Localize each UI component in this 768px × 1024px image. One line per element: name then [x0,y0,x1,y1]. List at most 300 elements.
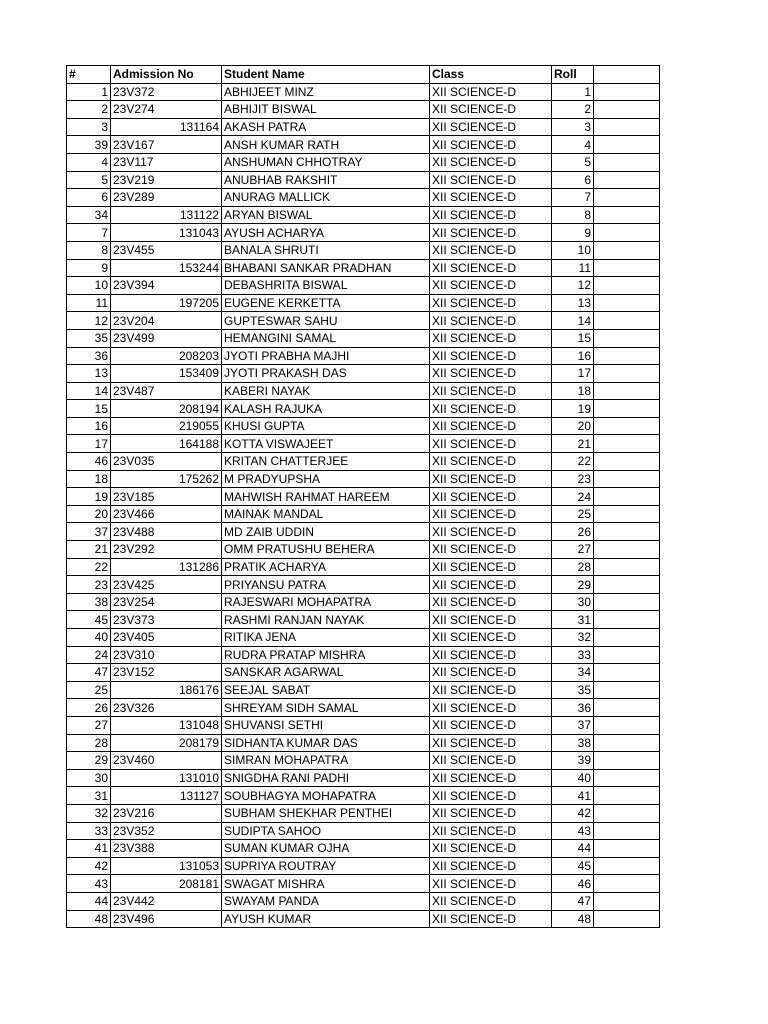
cell-roll: 14 [552,312,594,330]
cell-student-name: SIDHANTA KUMAR DAS [222,734,430,752]
table-row [67,241,660,259]
cell-student-name: KHUSI GUPTA [222,417,430,435]
cell-class: XII SCIENCE-D [430,804,552,822]
cell-roll: 47 [552,892,594,910]
cell-student-name: SUPRIYA ROUTRAY [222,857,430,875]
cell-serial-number: 10 [67,277,111,295]
cell-admission-no: 131043 [111,224,222,242]
cell-class: XII SCIENCE-D [430,259,552,277]
cell-class: XII SCIENCE-D [430,576,552,594]
cell-roll: 38 [552,734,594,752]
cell-class: XII SCIENCE-D [430,382,552,400]
cell-admission-no: 131122 [111,206,222,224]
cell-roll: 25 [552,505,594,523]
cell-admission-no: 23V372 [111,83,222,101]
cell-roll: 28 [552,558,594,576]
cell-class: XII SCIENCE-D [430,734,552,752]
table-row [67,206,660,224]
cell-empty [594,171,660,189]
table-row [67,171,660,189]
table-row [67,716,660,734]
table-row [67,365,660,383]
table-row [67,892,660,910]
cell-serial-number: 40 [67,629,111,647]
cell-student-name: PRIYANSU PATRA [222,576,430,594]
cell-class: XII SCIENCE-D [430,206,552,224]
cell-serial-number: 9 [67,259,111,277]
cell-empty [594,629,660,647]
cell-roll: 41 [552,787,594,805]
cell-roll: 11 [552,259,594,277]
cell-serial-number: 29 [67,752,111,770]
cell-serial-number: 5 [67,171,111,189]
cell-student-name: ARYAN BISWAL [222,206,430,224]
cell-roll: 36 [552,699,594,717]
cell-empty [594,611,660,629]
cell-empty [594,523,660,541]
table-row [67,699,660,717]
cell-roll: 43 [552,822,594,840]
cell-class: XII SCIENCE-D [430,857,552,875]
cell-serial-number: 7 [67,224,111,242]
cell-class: XII SCIENCE-D [430,699,552,717]
cell-class: XII SCIENCE-D [430,910,552,928]
cell-serial-number: 24 [67,646,111,664]
cell-student-name: PRATIK ACHARYA [222,558,430,576]
cell-class: XII SCIENCE-D [430,312,552,330]
cell-student-name: RITIKA JENA [222,629,430,647]
cell-roll: 39 [552,752,594,770]
cell-roll: 45 [552,857,594,875]
cell-roll: 9 [552,224,594,242]
cell-student-name: ANURAG MALLICK [222,189,430,207]
cell-admission-no: 23V035 [111,453,222,471]
cell-class: XII SCIENCE-D [430,329,552,347]
cell-roll: 4 [552,136,594,154]
cell-admission-no: 153409 [111,365,222,383]
cell-serial-number: 27 [67,716,111,734]
cell-student-name: HEMANGINI SAMAL [222,329,430,347]
cell-serial-number: 3 [67,118,111,136]
cell-empty [594,435,660,453]
cell-admission-no: 208179 [111,734,222,752]
table-row [67,400,660,418]
cell-serial-number: 35 [67,329,111,347]
cell-serial-number: 36 [67,347,111,365]
cell-serial-number: 1 [67,83,111,101]
cell-admission-no: 23V466 [111,505,222,523]
cell-roll: 10 [552,241,594,259]
table-row [67,664,660,682]
cell-admission-no: 23V292 [111,541,222,559]
cell-empty [594,822,660,840]
cell-class: XII SCIENCE-D [430,875,552,893]
cell-empty [594,752,660,770]
cell-student-name: SUMAN KUMAR OJHA [222,840,430,858]
cell-student-name: KABERI NAYAK [222,382,430,400]
cell-empty [594,470,660,488]
table-row [67,118,660,136]
cell-student-name: KOTTA VISWAJEET [222,435,430,453]
cell-serial-number: 44 [67,892,111,910]
cell-student-name: KRITAN CHATTERJEE [222,453,430,471]
cell-admission-no: 131053 [111,857,222,875]
cell-empty [594,417,660,435]
cell-empty [594,910,660,928]
cell-class: XII SCIENCE-D [430,646,552,664]
cell-empty [594,294,660,312]
cell-admission-no: 23V460 [111,752,222,770]
table-row [67,857,660,875]
table-row [67,417,660,435]
cell-admission-no: 23V487 [111,382,222,400]
cell-empty [594,382,660,400]
cell-admission-no: 175262 [111,470,222,488]
table-row [67,646,660,664]
cell-empty [594,189,660,207]
cell-roll: 46 [552,875,594,893]
cell-class: XII SCIENCE-D [430,822,552,840]
cell-admission-no: 23V117 [111,153,222,171]
cell-student-name: MAINAK MANDAL [222,505,430,523]
table-row [67,136,660,154]
cell-roll: 2 [552,101,594,119]
cell-student-name: OMM PRATUSHU BEHERA [222,541,430,559]
cell-roll: 32 [552,629,594,647]
cell-serial-number: 21 [67,541,111,559]
cell-serial-number: 4 [67,153,111,171]
cell-student-name: SWAGAT MISHRA [222,875,430,893]
header-empty [594,66,660,84]
cell-empty [594,541,660,559]
cell-student-name: EUGENE KERKETTA [222,294,430,312]
table-row [67,523,660,541]
cell-roll: 20 [552,417,594,435]
cell-class: XII SCIENCE-D [430,488,552,506]
cell-class: XII SCIENCE-D [430,365,552,383]
cell-serial-number: 31 [67,787,111,805]
cell-admission-no: 23V352 [111,822,222,840]
table-row [67,787,660,805]
cell-student-name: AYUSH KUMAR [222,910,430,928]
cell-serial-number: 25 [67,681,111,699]
cell-empty [594,840,660,858]
cell-serial-number: 34 [67,206,111,224]
cell-empty [594,400,660,418]
table-row [67,329,660,347]
cell-serial-number: 16 [67,417,111,435]
cell-roll: 5 [552,153,594,171]
cell-admission-no: 23V254 [111,593,222,611]
cell-empty [594,153,660,171]
cell-admission-no: 219055 [111,417,222,435]
cell-roll: 12 [552,277,594,295]
cell-admission-no: 23V425 [111,576,222,594]
cell-roll: 26 [552,523,594,541]
header-class: Class [430,66,552,84]
cell-roll: 40 [552,769,594,787]
cell-admission-no: 23V204 [111,312,222,330]
table-row [67,189,660,207]
cell-empty [594,312,660,330]
cell-class: XII SCIENCE-D [430,347,552,365]
cell-class: XII SCIENCE-D [430,277,552,295]
header-student-name: Student Name [222,66,430,84]
table-row [67,558,660,576]
cell-admission-no: 23V455 [111,241,222,259]
table-row [67,840,660,858]
cell-serial-number: 23 [67,576,111,594]
cell-roll: 42 [552,804,594,822]
table-row [67,681,660,699]
table-row [67,910,660,928]
cell-admission-no: 164188 [111,435,222,453]
cell-empty [594,365,660,383]
cell-admission-no: 23V496 [111,910,222,928]
cell-class: XII SCIENCE-D [430,470,552,488]
table-row [67,488,660,506]
cell-admission-no: 23V326 [111,699,222,717]
cell-student-name: MD ZAIB UDDIN [222,523,430,541]
cell-serial-number: 41 [67,840,111,858]
cell-class: XII SCIENCE-D [430,681,552,699]
table-row [67,734,660,752]
cell-admission-no: 208194 [111,400,222,418]
cell-empty [594,101,660,119]
table-row [67,224,660,242]
cell-admission-no: 23V152 [111,664,222,682]
cell-serial-number: 12 [67,312,111,330]
cell-admission-no: 23V274 [111,101,222,119]
cell-empty [594,558,660,576]
cell-class: XII SCIENCE-D [430,629,552,647]
cell-roll: 24 [552,488,594,506]
table-row [67,470,660,488]
cell-serial-number: 28 [67,734,111,752]
cell-student-name: RUDRA PRATAP MISHRA [222,646,430,664]
cell-student-name: ANSHUMAN CHHOTRAY [222,153,430,171]
cell-serial-number: 46 [67,453,111,471]
cell-roll: 17 [552,365,594,383]
table-row [67,752,660,770]
cell-empty [594,875,660,893]
cell-empty [594,241,660,259]
cell-admission-no: 23V394 [111,277,222,295]
cell-admission-no: 23V219 [111,171,222,189]
cell-serial-number: 30 [67,769,111,787]
cell-student-name: ABHIJEET MINZ [222,83,430,101]
cell-serial-number: 6 [67,189,111,207]
table-row [67,312,660,330]
cell-student-name: RASHMI RANJAN NAYAK [222,611,430,629]
cell-serial-number: 48 [67,910,111,928]
table-row [67,153,660,171]
cell-empty [594,769,660,787]
cell-class: XII SCIENCE-D [430,840,552,858]
table-row [67,382,660,400]
cell-class: XII SCIENCE-D [430,664,552,682]
cell-serial-number: 39 [67,136,111,154]
cell-empty [594,488,660,506]
cell-student-name: SHREYAM SIDH SAMAL [222,699,430,717]
cell-admission-no: 23V405 [111,629,222,647]
table-header-row [67,66,660,84]
cell-serial-number: 18 [67,470,111,488]
cell-student-name: JYOTI PRABHA MAJHI [222,347,430,365]
cell-admission-no: 23V167 [111,136,222,154]
cell-student-name: SUBHAM SHEKHAR PENTHEI [222,804,430,822]
cell-serial-number: 45 [67,611,111,629]
cell-class: XII SCIENCE-D [430,593,552,611]
cell-serial-number: 13 [67,365,111,383]
cell-roll: 16 [552,347,594,365]
cell-serial-number: 42 [67,857,111,875]
cell-empty [594,277,660,295]
cell-class: XII SCIENCE-D [430,453,552,471]
cell-admission-no: 153244 [111,259,222,277]
cell-empty [594,453,660,471]
cell-roll: 48 [552,910,594,928]
cell-serial-number: 26 [67,699,111,717]
table-row [67,435,660,453]
cell-student-name: KALASH RAJUKA [222,400,430,418]
cell-student-name: AYUSH ACHARYA [222,224,430,242]
table-row [67,83,660,101]
cell-student-name: BANALA SHRUTI [222,241,430,259]
cell-student-name: M PRADYUPSHA [222,470,430,488]
cell-serial-number: 11 [67,294,111,312]
cell-empty [594,136,660,154]
table-row [67,593,660,611]
cell-admission-no: 23V442 [111,892,222,910]
cell-empty [594,83,660,101]
cell-class: XII SCIENCE-D [430,716,552,734]
cell-roll: 31 [552,611,594,629]
cell-serial-number: 47 [67,664,111,682]
cell-class: XII SCIENCE-D [430,523,552,541]
cell-empty [594,804,660,822]
cell-empty [594,329,660,347]
cell-admission-no: 23V488 [111,523,222,541]
cell-admission-no: 197205 [111,294,222,312]
cell-class: XII SCIENCE-D [430,752,552,770]
cell-student-name: SNIGDHA RANI PADHI [222,769,430,787]
table-row [67,822,660,840]
cell-empty [594,347,660,365]
cell-class: XII SCIENCE-D [430,136,552,154]
cell-student-name: SIMRAN MOHAPATRA [222,752,430,770]
cell-serial-number: 33 [67,822,111,840]
cell-serial-number: 15 [67,400,111,418]
cell-student-name: SUDIPTA SAHOO [222,822,430,840]
cell-empty [594,734,660,752]
cell-class: XII SCIENCE-D [430,787,552,805]
cell-roll: 22 [552,453,594,471]
cell-roll: 35 [552,681,594,699]
cell-admission-no: 23V499 [111,329,222,347]
header-roll: Roll [552,66,594,84]
table-row [67,804,660,822]
cell-empty [594,593,660,611]
table-body [67,83,660,928]
cell-student-name: SEEJAL SABAT [222,681,430,699]
cell-class: XII SCIENCE-D [430,171,552,189]
cell-class: XII SCIENCE-D [430,189,552,207]
cell-empty [594,681,660,699]
header-admission-no: Admission No [111,66,222,84]
cell-serial-number: 22 [67,558,111,576]
cell-student-name: MAHWISH RAHMAT HAREEM [222,488,430,506]
cell-roll: 30 [552,593,594,611]
cell-serial-number: 38 [67,593,111,611]
cell-serial-number: 17 [67,435,111,453]
cell-class: XII SCIENCE-D [430,892,552,910]
cell-roll: 15 [552,329,594,347]
cell-class: XII SCIENCE-D [430,224,552,242]
cell-roll: 7 [552,189,594,207]
cell-student-name: SANSKAR AGARWAL [222,664,430,682]
cell-empty [594,224,660,242]
cell-class: XII SCIENCE-D [430,417,552,435]
cell-empty [594,664,660,682]
cell-serial-number: 2 [67,101,111,119]
cell-student-name: RAJESWARI MOHAPATRA [222,593,430,611]
cell-class: XII SCIENCE-D [430,611,552,629]
cell-empty [594,118,660,136]
cell-admission-no: 131127 [111,787,222,805]
cell-admission-no: 186176 [111,681,222,699]
cell-empty [594,576,660,594]
cell-roll: 21 [552,435,594,453]
table-row [67,611,660,629]
cell-class: XII SCIENCE-D [430,541,552,559]
cell-empty [594,857,660,875]
cell-class: XII SCIENCE-D [430,400,552,418]
cell-class: XII SCIENCE-D [430,101,552,119]
cell-serial-number: 32 [67,804,111,822]
cell-empty [594,259,660,277]
cell-empty [594,892,660,910]
cell-student-name: SOUBHAGYA MOHAPATRA [222,787,430,805]
table-row [67,277,660,295]
table-row [67,101,660,119]
header-serial-number: # [67,66,111,84]
table-row [67,347,660,365]
cell-admission-no: 131286 [111,558,222,576]
cell-empty [594,646,660,664]
cell-student-name: BHABANI SANKAR PRADHAN [222,259,430,277]
cell-roll: 1 [552,83,594,101]
cell-class: XII SCIENCE-D [430,558,552,576]
cell-roll: 6 [552,171,594,189]
cell-serial-number: 14 [67,382,111,400]
cell-admission-no: 131010 [111,769,222,787]
table-row [67,769,660,787]
cell-student-name: AKASH PATRA [222,118,430,136]
cell-roll: 29 [552,576,594,594]
table-row [67,505,660,523]
table-row [67,541,660,559]
cell-roll: 19 [552,400,594,418]
table-row [67,294,660,312]
cell-admission-no: 208203 [111,347,222,365]
cell-student-name: JYOTI PRAKASH DAS [222,365,430,383]
cell-empty [594,787,660,805]
table-row [67,576,660,594]
cell-roll: 3 [552,118,594,136]
cell-student-name: ANUBHAB RAKSHIT [222,171,430,189]
cell-roll: 34 [552,664,594,682]
